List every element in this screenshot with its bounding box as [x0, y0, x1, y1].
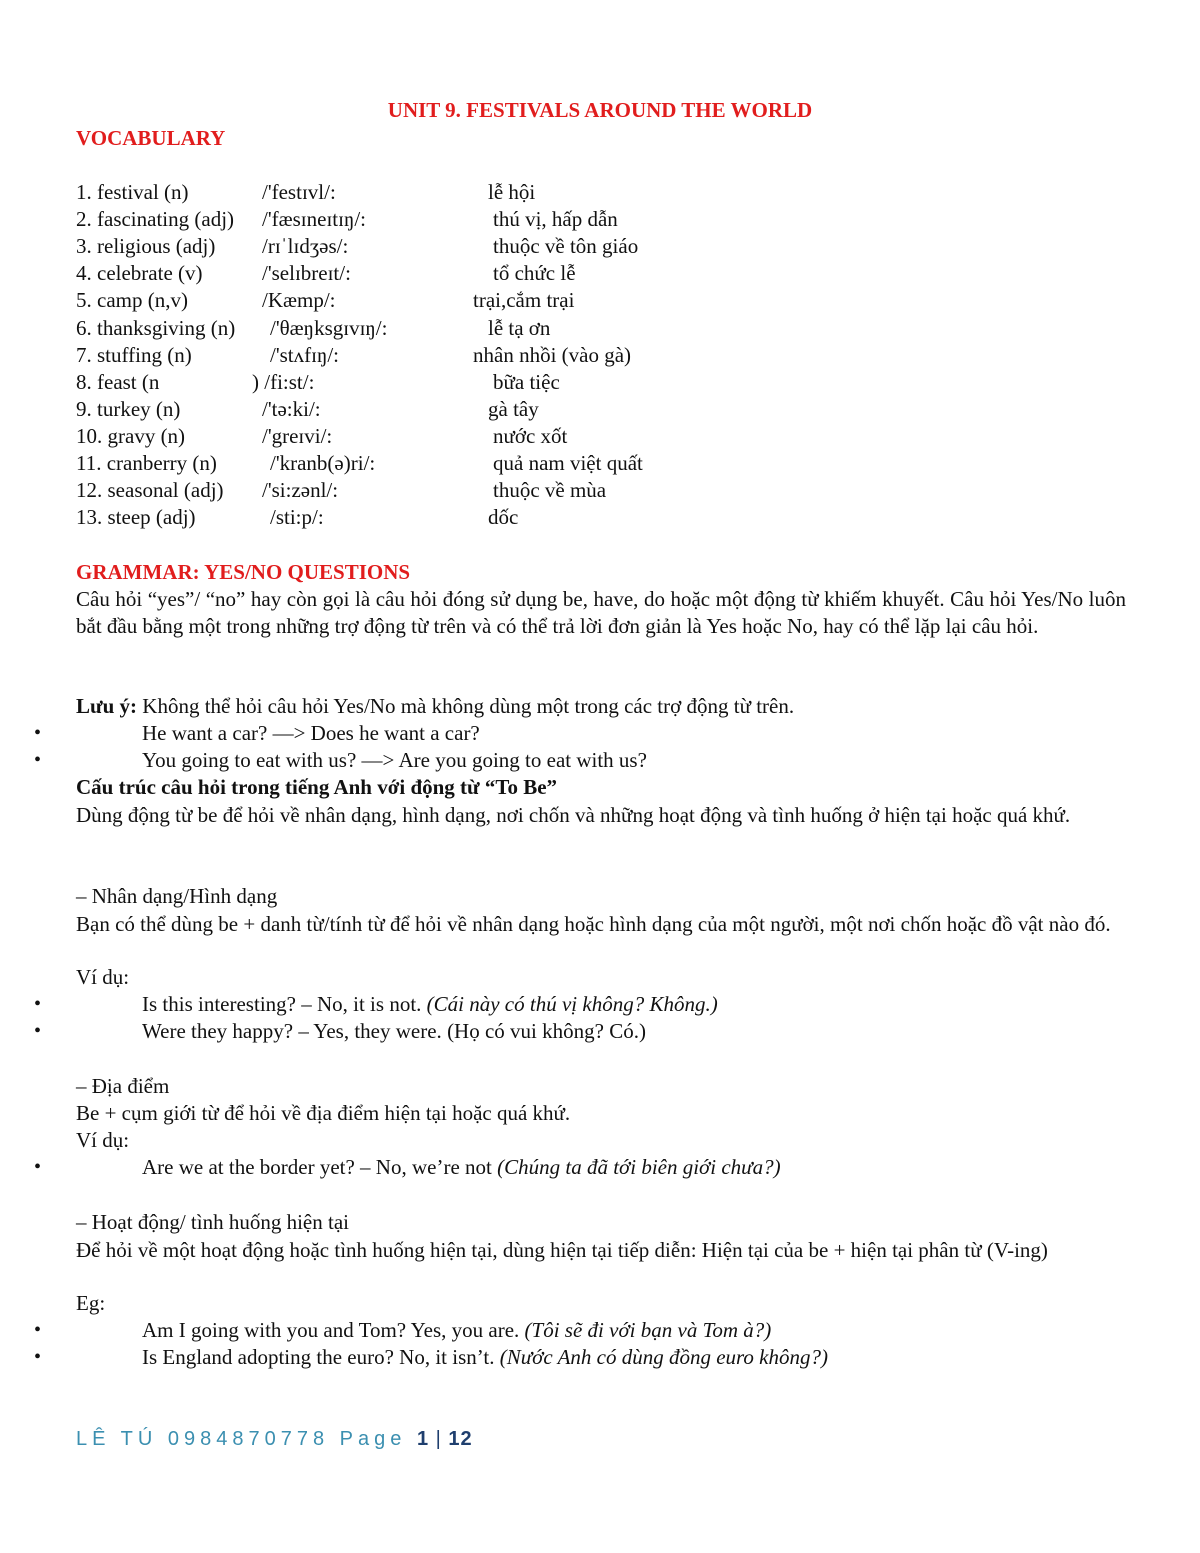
bullet: •	[34, 1319, 42, 1341]
page-title: UNIT 9. FESTIVALS AROUND THE WORLD	[387, 98, 813, 122]
vocab-word: 13. steep (adj)	[76, 505, 196, 530]
vocab-meaning: gà tây	[488, 396, 539, 421]
bullet: •	[34, 749, 42, 771]
vocab-ipa: /'greɪvi/:	[262, 423, 333, 448]
vocab-ipa: /'θæŋksgɪvɪŋ/:	[270, 315, 388, 340]
identity-text: Bạn có thể dùng be + danh từ/tính từ để hỏi về nhân dạng hoặc hình dạng của một người, một nơi chốn hoặc đồ vật nào đó.	[76, 912, 1111, 936]
activity-example-label: Eg:	[76, 1291, 106, 1315]
vocabulary-heading: VOCABULARY	[76, 126, 226, 150]
bullet: •	[34, 1156, 42, 1178]
example-en: Am I going with you and Tom? Yes, you are.	[142, 1318, 525, 1342]
vocab-ipa: /'tə:ki/:	[262, 396, 321, 421]
vocab-ipa: /'stʌfɪŋ/:	[270, 342, 340, 367]
vocab-word: 12. seasonal (adj)	[76, 478, 224, 503]
bullet: •	[34, 1020, 42, 1042]
note-line	[76, 694, 794, 719]
vocab-meaning: thuộc về tôn giáo	[493, 234, 639, 259]
identity-example-label: Ví dụ:	[76, 965, 130, 989]
vocab-ipa: /'selɪbreɪt/:	[262, 261, 351, 286]
bullet: •	[34, 1346, 42, 1368]
vocab-word: 1. festival (n)	[76, 180, 189, 204]
vocab-meaning: tổ chức lễ	[493, 261, 576, 286]
example-en: Is this interesting? – No, it is not.	[142, 992, 427, 1016]
example-line	[142, 992, 718, 1017]
tobe-intro: Dùng động từ be để hỏi về nhân dạng, hình dạng, nơi chốn và những hoạt động và tình huống ở hiện tại hoặc quá khứ.	[76, 803, 1071, 827]
vocab-meaning: dốc	[488, 505, 519, 530]
vocab-meaning: lễ tạ ơn	[488, 315, 551, 340]
example-vi: (Họ có vui không? Có.)	[447, 1019, 646, 1043]
footer-total-pages: 12	[448, 1428, 473, 1450]
example-en: Is England adopting the euro? No, it isn’t.	[142, 1345, 500, 1369]
tobe-heading: Cấu trúc câu hỏi trong tiếng Anh với động từ “To Be”	[76, 775, 558, 799]
bullet: •	[34, 993, 42, 1015]
example-line	[142, 1345, 828, 1370]
vocab-meaning: bữa tiệc	[493, 369, 560, 394]
vocab-meaning: quả nam việt quất	[493, 451, 643, 475]
footer-page-number: 1	[416, 1428, 430, 1450]
vocab-word: 4. celebrate (v)	[76, 261, 203, 286]
note-example: He want a car? —> Does he want a car?	[142, 721, 480, 745]
vocab-ipa: /'fæsɪneɪtɪŋ/:	[262, 207, 367, 232]
vocab-word: 2. fascinating (adj)	[76, 207, 235, 232]
vocab-ipa: /'kranb(ə)ri/:	[270, 451, 376, 475]
activity-text: Để hỏi về một hoạt động hoặc tình huống hiện tại, dùng hiện tại tiếp diễn: Hiện tại của be + hiện tại phân từ (V-ing)	[76, 1238, 1048, 1262]
example-en: Are we at the border yet? – No, we’re not	[142, 1155, 498, 1179]
vocab-ipa: /'festɪvl/:	[262, 180, 336, 204]
vocab-word: 5. camp (n,v)	[76, 288, 188, 313]
footer-author: LÊ TÚ 0984870778 Page	[76, 1428, 417, 1450]
vocab-meaning: thuộc về mùa	[493, 478, 607, 503]
example-line	[142, 1155, 781, 1180]
example-en: Were they happy? – Yes, they were.	[142, 1019, 448, 1043]
activity-heading: – Hoạt động/ tình huống hiện tại	[76, 1210, 349, 1234]
vocab-ipa: /rɪˈlɪdʒəs/:	[262, 234, 349, 259]
grammar-heading: GRAMMAR: YES/NO QUESTIONS	[76, 560, 411, 584]
page-footer	[76, 1428, 473, 1451]
footer-separator: |	[429, 1428, 449, 1450]
vocab-ipa: /'si:zənl/:	[262, 478, 339, 503]
note-example: You going to eat with us? —> Are you going to eat with us?	[142, 748, 647, 772]
note-label: Lưu ý:	[76, 694, 138, 718]
example-vi: (Chúng ta đã tới biên giới chưa?)	[497, 1155, 781, 1179]
vocab-ipa: /sti:p/:	[270, 505, 324, 530]
example-vi: (Tôi sẽ đi với bạn và Tom à?)	[524, 1318, 772, 1342]
vocab-meaning: thú vị, hấp dẫn	[493, 207, 618, 232]
example-vi: (Cái này có thú vị không? Không.)	[426, 992, 718, 1016]
location-text: Be + cụm giới từ để hỏi về địa điểm hiện tại hoặc quá khứ.	[76, 1101, 571, 1125]
vocab-word: 8. feast (n	[76, 369, 160, 394]
example-vi: (Nước Anh có dùng đồng euro không?)	[499, 1345, 828, 1369]
vocab-meaning: nước xốt	[493, 423, 568, 448]
vocab-meaning: nhân nhồi (vào gà)	[473, 342, 632, 367]
bullet: •	[34, 722, 42, 744]
vocab-word: 11. cranberry (n)	[76, 451, 217, 475]
example-line	[142, 1019, 646, 1044]
vocab-ipa: /Kæmp/:	[262, 288, 336, 313]
vocab-word: 7. stuffing (n)	[76, 342, 192, 367]
location-example-label: Ví dụ:	[76, 1128, 130, 1152]
note-text: Không thể hỏi câu hỏi Yes/No mà không dùng một trong các trợ động từ trên.	[137, 694, 795, 718]
identity-heading: – Nhân dạng/Hình dạng	[76, 884, 278, 908]
vocab-meaning: lễ hội	[488, 180, 536, 204]
vocab-word: 9. turkey (n)	[76, 396, 181, 421]
example-line	[142, 1318, 771, 1343]
vocab-word: 6. thanksgiving (n)	[76, 315, 236, 340]
vocab-ipa: ) /fi:st/:	[252, 369, 315, 394]
vocab-word: 10. gravy (n)	[76, 423, 186, 448]
grammar-intro: Câu hỏi “yes”/ “no” hay còn gọi là câu hỏi đóng sử dụng be, have, do hoặc một động từ khiếm khuyết. Câu hỏi Yes/No luôn bắt đầu bằng một trong những trợ động từ trên và có thể trả lời đơn giản là Yes hoặc No, hay có thể lặp lại câu hỏi.	[76, 587, 1126, 638]
vocab-meaning: trại,cắm trại	[473, 288, 575, 313]
vocab-word: 3. religious (adj)	[76, 234, 216, 259]
location-heading: – Địa điểm	[76, 1074, 170, 1098]
